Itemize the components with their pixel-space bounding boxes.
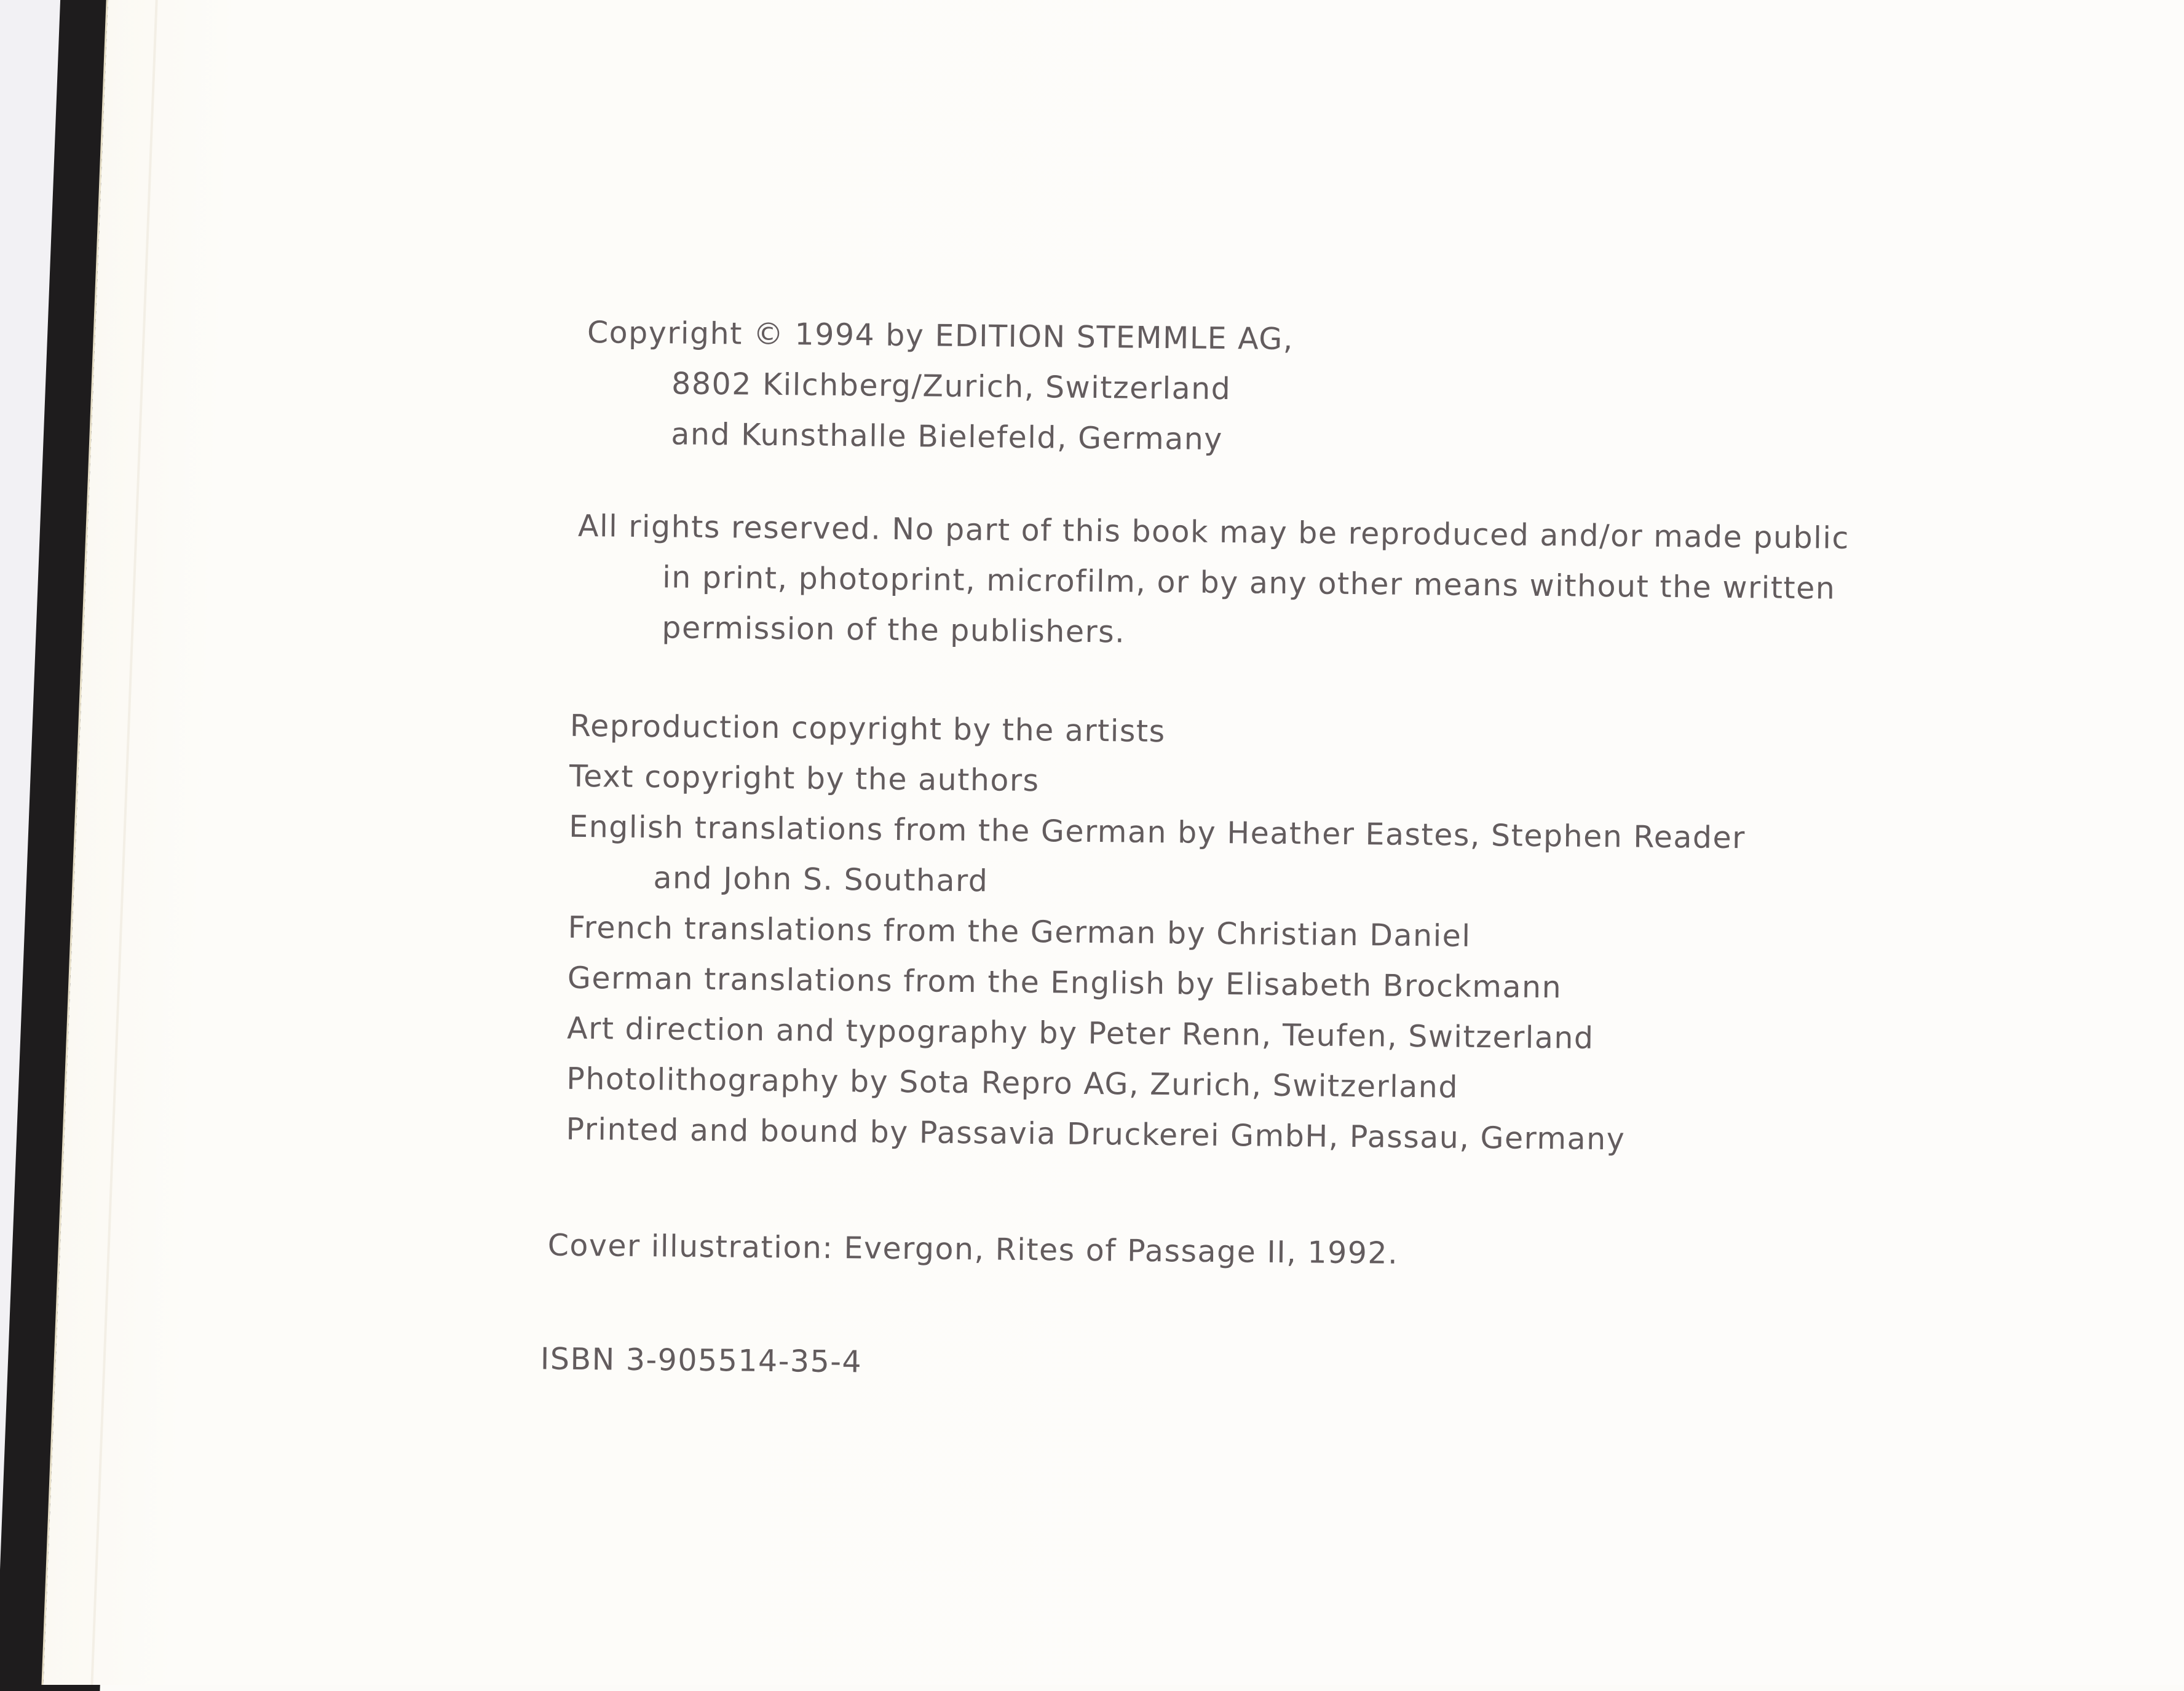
credit-art-direction: Art direction and typography by Peter Renn, Teufen, Switzerland	[566, 1010, 1594, 1056]
copublisher-line: and Kunsthalle Bielefeld, Germany	[671, 416, 1224, 457]
credit-english-translation-cont: and John S. Southard	[653, 860, 989, 899]
rights-line: All rights reserved. No part of this book may be reproduced and/or made public	[577, 508, 1850, 556]
publisher-address-line: 8802 Kilchberg/Zurich, Switzerland	[671, 366, 1232, 407]
credit-french-translation: French translations from the German by Christian Daniel	[568, 909, 1471, 954]
credit-text: Text copyright by the authors	[569, 758, 1040, 799]
credit-printing: Printed and bound by Passavia Druckerei GmbH, Passau, Germany	[566, 1111, 1626, 1157]
cover-illustration-block	[547, 1221, 1398, 1279]
credits-block	[566, 701, 1747, 1166]
credit-english-translation: English translations from the German by Heather Eastes, Stephen Reader	[569, 809, 1746, 856]
credit-german-translation: German translations from the English by Elisabeth Brockmann	[567, 960, 1562, 1005]
copyright-line: Copyright © 1994 by EDITION STEMMLE AG,	[587, 315, 1294, 357]
credit-photolithography: Photolithography by Sota Repro AG, Zurich, Switzerland	[566, 1061, 1459, 1105]
rights-block	[577, 501, 1850, 665]
cover-illustration-line: Cover illustration: Evergon, Rites of Passage II, 1992.	[547, 1227, 1399, 1271]
copyright-block	[586, 307, 1294, 465]
isbn-block	[540, 1334, 863, 1387]
rights-line: permission of the publishers.	[662, 610, 1126, 650]
isbn-line: ISBN 3-905514-35-4	[540, 1341, 863, 1380]
credit-reproduction: Reproduction copyright by the artists	[569, 708, 1166, 750]
rights-line: in print, photoprint, microfilm, or by any other means without the written	[662, 560, 1836, 606]
